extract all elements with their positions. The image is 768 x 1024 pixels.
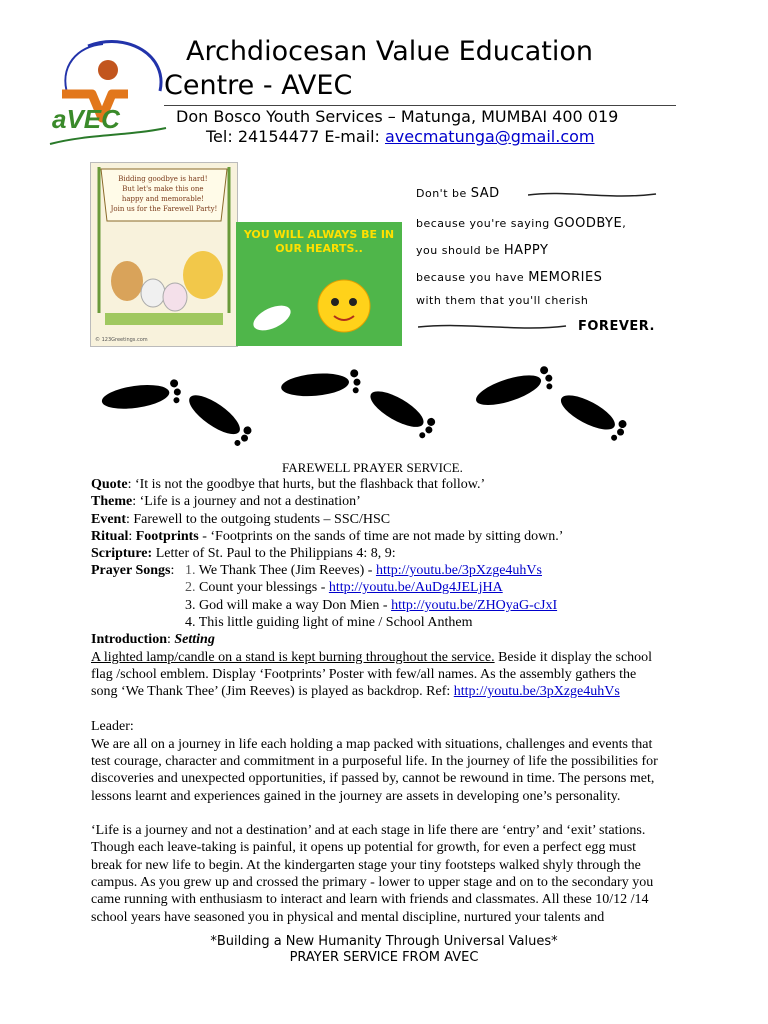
leader-label: Leader:	[91, 719, 134, 734]
para1-line-2: test courage, character and commitment in a purposeful life. In the journey of life the possibilities for	[91, 754, 658, 769]
farewell-greeting-card	[90, 162, 238, 347]
quote-line-6: FOREVER.	[578, 319, 655, 334]
intro-ref-link[interactable]: http://youtu.be/3pXzge4uhVs	[453, 684, 620, 699]
scripture-row: Scripture: Letter of St. Paul to the Philippians 4: 8, 9:	[91, 546, 396, 561]
header-divider	[164, 105, 676, 106]
footer-tagline: *Building a New Humanity Through Universal Values*	[210, 934, 558, 949]
card2-text: YOU WILL ALWAYS BE IN OUR HEARTS..	[243, 228, 395, 255]
para1-line-4: lessons learnt and experiences gained in the journey are assets in developing one’s personality.	[91, 789, 621, 804]
always-in-hearts-card	[236, 222, 402, 346]
songs-label: Prayer Songs:	[91, 563, 175, 578]
song-1-link[interactable]: http://youtu.be/3pXzge4uhVs	[375, 563, 542, 578]
intro-line-2: flag /school emblem. Display ‘Footprints’ Poster with few/all names. As the assembly gathers the	[91, 667, 637, 682]
card1-line-3: happy and memorable!	[121, 195, 204, 203]
card1-line-4: Join us for the Farewell Party!	[110, 205, 218, 213]
ritual-row: Ritual: Footprints - ‘Footprints on the sands of time are not made by sitting down.’	[91, 529, 564, 544]
para2-line-2: Though each leave-taking is painful, it opens up potential for growth, for even a perfect egg must	[91, 840, 637, 855]
song-item-3: 3. God will make a way Don Mien - http://youtu.be/ZHOyaG-cJxI	[185, 598, 558, 613]
intro-line-1: A lighted lamp/candle on a stand is kept burning throughout the service. Beside it display the school	[91, 650, 653, 665]
song-item-4: 4. This little guiding light of mine / School Anthem	[185, 615, 473, 630]
quote-line-2: because you're saying GOODBYE,	[416, 216, 627, 231]
org-name-line-1: Archdiocesan Value Education	[186, 36, 594, 67]
para2-line-3: break for new life to begin. At the kindergarten stage your tiny footsteps walked shyly through the	[91, 858, 641, 873]
farewell-quote-panel	[410, 176, 660, 346]
event-row: Event: Farewell to the outgoing students – SSC/HSC	[91, 512, 391, 527]
song-2-link[interactable]: http://youtu.be/AuDg4JELjHA	[328, 580, 503, 595]
quote-line-5: with them that you'll cherish	[416, 294, 589, 307]
para1-line-3: discoveries and unexpected opportunities, if passed by, cannot be rewound in time. The persons met,	[91, 771, 655, 786]
avec-logo	[48, 36, 168, 148]
para1-line-1: We are all on a journey in life each holding a map packed with situations, challenges and events that	[91, 737, 653, 752]
card1-footer: © 123Greetings.com	[95, 337, 148, 343]
song-item-2: 2. Count your blessings - http://youtu.be/AuDg4JELjHA	[185, 580, 503, 595]
footprints-image	[98, 360, 648, 450]
tel-text: Tel: 24154477 E-mail:	[206, 127, 385, 146]
quote-line-1: Don't be SAD	[416, 186, 500, 201]
introduction-heading: Introduction: Setting	[91, 632, 215, 647]
address-line: Don Bosco Youth Services – Matunga, MUMBAI 400 019	[176, 107, 619, 126]
card1-line-1: Bidding goodbye is hard!	[118, 175, 208, 183]
footer-source: PRAYER SERVICE FROM AVEC	[289, 950, 479, 965]
para2-line-5: came running with enthusiasm to interact and learn with friends and classmates. All these 10/12 /14	[91, 892, 649, 907]
intro-line-3: song ‘We Thank Thee’ (Jim Reeves) is played as backdrop. Ref: http://youtu.be/3pXzge4uhVs	[91, 684, 620, 699]
logo-text: aVEC	[52, 104, 120, 134]
service-title: FAREWELL PRAYER SERVICE.	[282, 460, 463, 475]
org-name-line-2: Centre - AVEC	[164, 70, 353, 101]
quote-line-4: because you have MEMORIES	[416, 270, 603, 285]
para2-line-4: campus. As you grew up and crossed the primary - lower to upper stage and on to the secondary you	[91, 875, 654, 890]
theme-row: Theme: ‘Life is a journey and not a destination’	[91, 494, 361, 509]
quote-row: Quote: ‘It is not the goodbye that hurts, but the flashback that follow.’	[91, 477, 486, 492]
para2-line-1: ‘Life is a journey and not a destination’ and at each stage in life there are ‘entry’ and ‘exit’ stations.	[91, 823, 646, 838]
contact-line	[206, 127, 595, 146]
para2-line-6: school years have seasoned you in physical and mental discipline, nurtured your talents and	[91, 910, 605, 925]
song-3-link[interactable]: http://youtu.be/ZHOyaG-cJxI	[391, 598, 558, 613]
email-link[interactable]: avecmatunga@gmail.com	[384, 127, 595, 146]
card1-line-2: But let's make this one	[122, 185, 204, 193]
song-item-1: 1. We Thank Thee (Jim Reeves) - http://youtu.be/3pXzge4uhVs	[185, 563, 542, 578]
quote-line-3: you should be HAPPY	[416, 243, 549, 258]
